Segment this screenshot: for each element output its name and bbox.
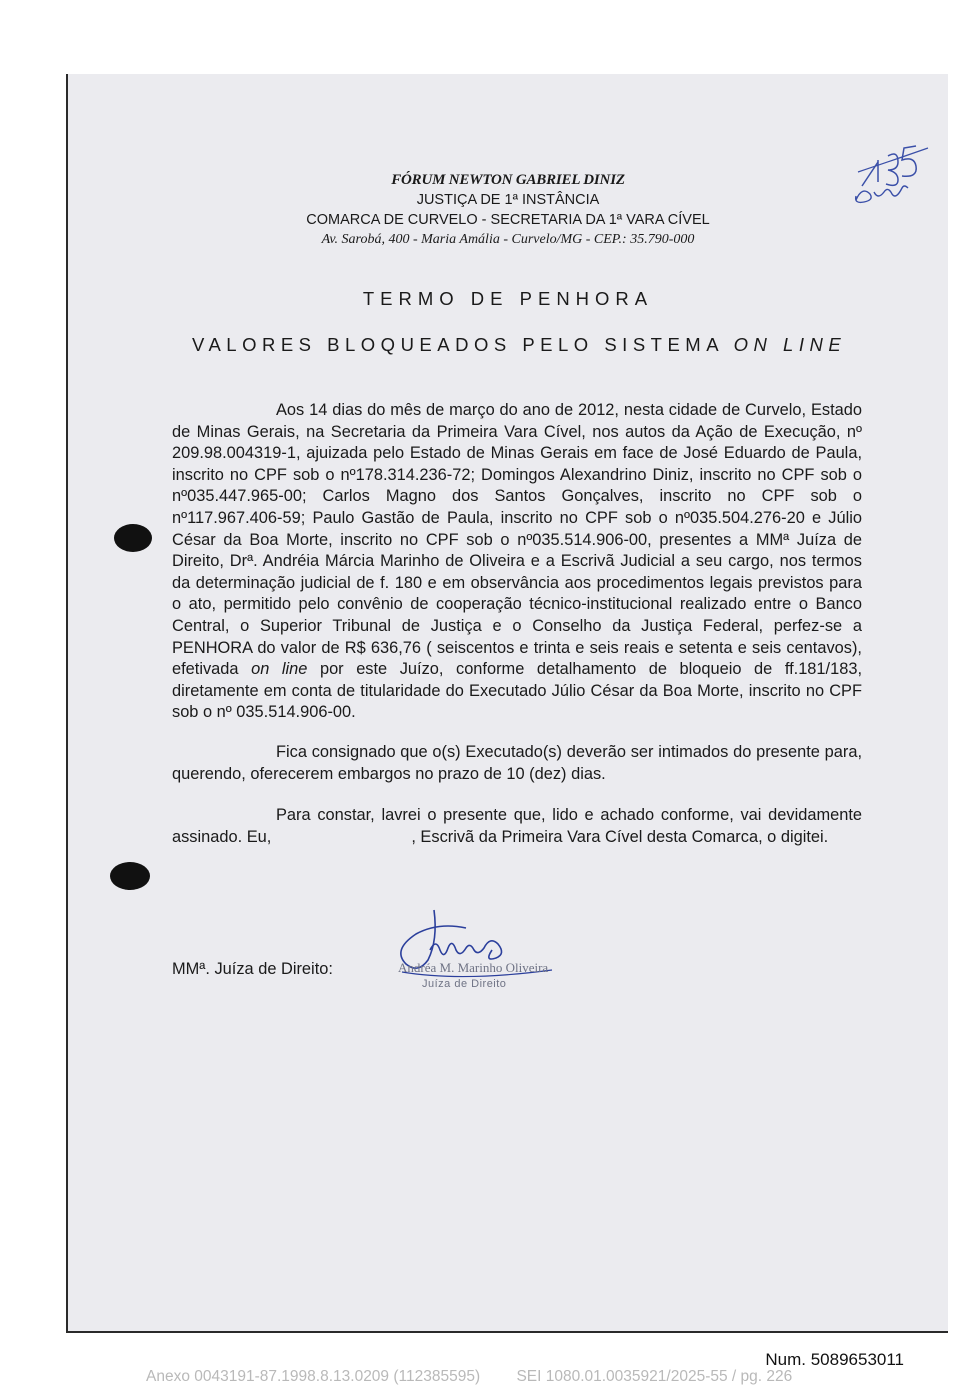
- paragraph-3: [172, 805, 862, 848]
- paragraph-3-a: Para constar, lavrei o presente que, lido e achado conforme, vai devidamente assinado. Eu,: [172, 806, 862, 846]
- paragraph-2-text: Fica consignado que o(s) Executado(s) deverão ser intimados do presente para, querendo, oferecerem embargos no prazo de 10 (dez) dias.: [172, 742, 862, 783]
- document-body: [172, 400, 862, 848]
- paragraph-3-b: , Escrivã da Primeira Vara Cível desta Comarca, o digitei.: [411, 827, 829, 846]
- comarca-line: COMARCA DE CURVELO - SECRETARIA DA 1ª VARA CÍVEL: [306, 212, 710, 228]
- paragraph-1-end: por este Juízo, conforme detalhamento de bloqueio de ff.181/183, diretamente em conta de titularidade do Executado Júlio César da Boa Morte, inscrito no CPF sob o nº 035.514.906-00.: [172, 660, 862, 722]
- punch-hole-bottom: [110, 862, 150, 890]
- document-header: [68, 170, 948, 250]
- judge-signature-stamp: [396, 906, 566, 1006]
- address-line: Av. Sarobá, 400 - Maria Amália - Curvelo/MG - CEP.: 35.790-000: [321, 232, 695, 247]
- stamp-role: Juíza de Direito: [422, 978, 507, 990]
- document-subtitle: [192, 334, 846, 356]
- document-number: Num. 5089653011: [765, 1350, 904, 1369]
- paragraph-2: [172, 742, 862, 785]
- footer: [146, 1368, 824, 1386]
- judge-label: MMª. Juíza de Direito:: [172, 960, 333, 978]
- paragraph-1: [172, 400, 862, 724]
- scanned-page: [66, 74, 948, 1333]
- subtitle-emphasis: ON LINE: [733, 334, 847, 355]
- paragraph-1-online: on line: [251, 660, 308, 679]
- forum-name: FÓRUM NEWTON GABRIEL DINIZ: [391, 172, 625, 188]
- paragraph-1-start: Aos 14 dias do mês de março do ano de 2012, nesta cidade de Curvelo, Estado de Minas Gerais, na Secretaria da Primeira Vara Cível, nos autos da Ação de Execução, nº 209.98.004319-1, ajuizada pelo Estado de Minas Gerais em face de José Eduardo de Paula, inscrito no CPF sob o nº178.314.236-72; Domingos Alexandrino Diniz, inscrito no CPF sob o nº035.447.965-00; Carlos Magno dos Santos Gonçalves, inscrito no CPF sob o nº117.967.406-59; Paulo Gastão de Paula, inscrito no CPF sob o nº035.504.276-20 e Júlio César da Boa Morte, inscrito no CPF sob o nº035.514.906-00, presentes a MMª Juíza de Direito, Drª. Andréia Márcia Marinho de Oliveira e a Escrivã Judicial a seu cargo, nos termos da determinação judicial de f. 180 e em observância aos procedimentos legais previstos para o ato, permitido pelo convênio de cooperação técnico-institucional realizado entre o Banco Central, o Superior Tribunal de Justiça e o Conselho da Justiça Federal, perfez-se a PENHORA do valor de R$ 636,76 ( seiscentos e trinta e seis reais e setenta e seis centavos), efetivada: [172, 401, 862, 679]
- punch-hole-top: [114, 524, 152, 552]
- signature-scribble: [396, 906, 566, 1006]
- footer-anexo: Anexo 0043191-87.1998.8.13.0209 (112385595): [146, 1368, 481, 1385]
- footer-sei: SEI 1080.01.0035921/2025-55 / pg. 226: [516, 1368, 793, 1385]
- instance-line: JUSTIÇA DE 1ª INSTÂNCIA: [416, 192, 600, 208]
- document-title: TERMO DE PENHORA: [362, 288, 654, 309]
- stamp-name: Andréa M. Marinho Oliveira: [398, 960, 549, 975]
- handwritten-page-number: [848, 142, 938, 212]
- subtitle-main: VALORES BLOQUEADOS PELO SISTEMA: [192, 334, 724, 355]
